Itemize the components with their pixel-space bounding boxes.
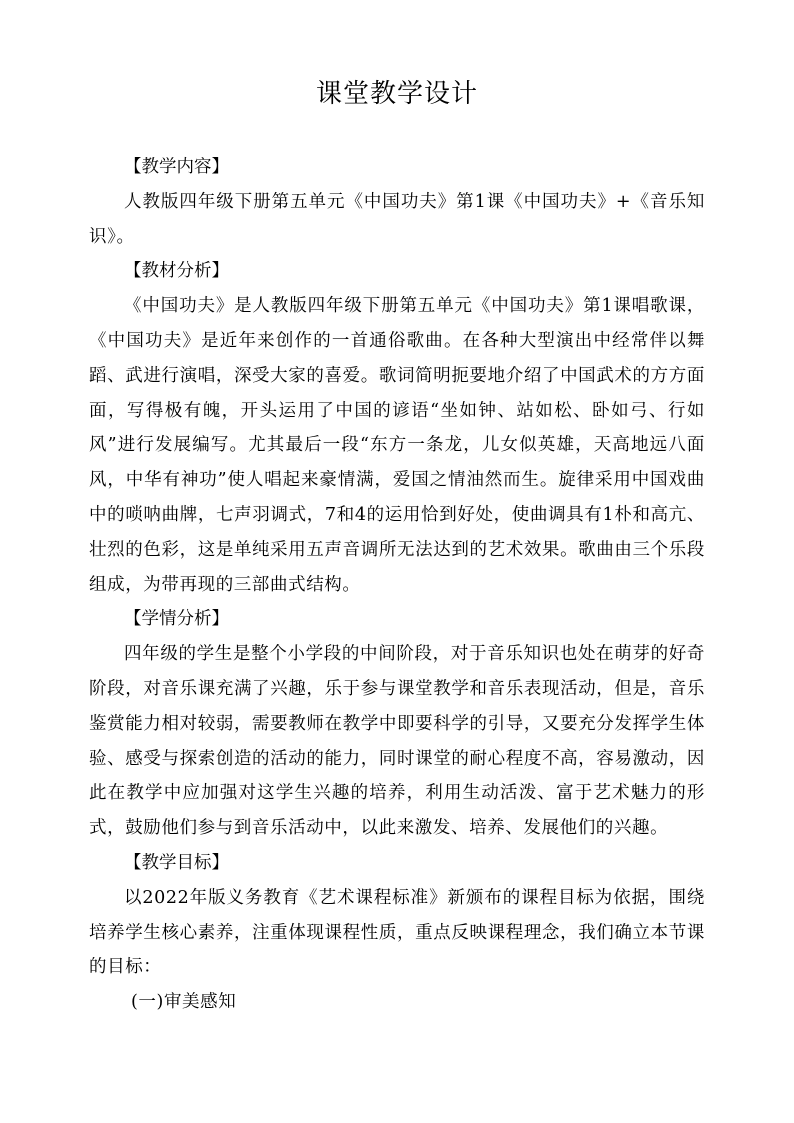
section-paragraph-teaching-goals: 以2022年版义务教育《艺术课程标准》新颁布的课程目标为依据，围绕培养学生核心素养，注重体现课程性质，重点反映课程理念，我们确立本节课的目标： xyxy=(89,887,705,978)
section-paragraph-material-analysis: 《中国功夫》是人教版四年级下册第五单元《中国功夫》第1课唱歌课，《中国功夫》是近年来创作的一首通俗歌曲。在各种大型演出中经常伴以舞蹈、武进行演唱，深受大家的喜爱。歌词简明扼要地介绍了中国武术的方方面面，写得极有魄，开头运用了中国的谚语“坐如钟、站如松、卧如弓、行如风”进行发展编写。尤其最后一段“东方一条龙，儿女似英雄，天高地远八面风，中华有神功”使人唱起来豪情满，爱国之情油然而生。旋律采用中国戏曲中的唢呐曲牌，七声羽调式，7和4的运用恰到好处，使曲调具有1朴和高亢、壮烈的色彩，这是单纯采用五声音调所无法达到的艺术效果。歌曲由三个乐段组成，为带再现的三部曲式结构。 xyxy=(89,296,705,595)
section-heading-material-analysis: 【教材分析】 xyxy=(124,261,229,282)
section-heading-teaching-goals: 【教学目标】 xyxy=(124,852,229,873)
document-body xyxy=(89,150,705,1020)
section-paragraph-teaching-content: 人教版四年级下册第五单元《中国功夫》第1课《中国功夫》+《音乐知识》。 xyxy=(89,191,705,247)
section-heading-student-analysis: 【学情分析】 xyxy=(124,609,229,630)
document-title: 课堂教学设计 xyxy=(315,79,478,109)
section-heading-teaching-content: 【教学内容】 xyxy=(124,157,229,177)
subheading-aesthetic-perception: (一)审美感知 xyxy=(131,992,237,1013)
section-paragraph-student-analysis: 四年级的学生是整个小学段的中间阶段，对于音乐知识也处在萌芽的好奇阶段，对音乐课充满了兴趣，乐于参与课堂教学和音乐表现活动，但是，音乐鉴赏能力相对较弱，需要教师在教学中即要科学的引导，又要充分发挥学生体验、感受与探索创造的活动的能力，同时课堂的耐心程度不高，容易激动，因此在教学中应加强对这学生兴趣的培养，利用生动活泼、富于艺术魅力的形式，鼓励他们参与到音乐活动中，以此来激发、培养、发展他们的兴趣。 xyxy=(89,644,705,839)
